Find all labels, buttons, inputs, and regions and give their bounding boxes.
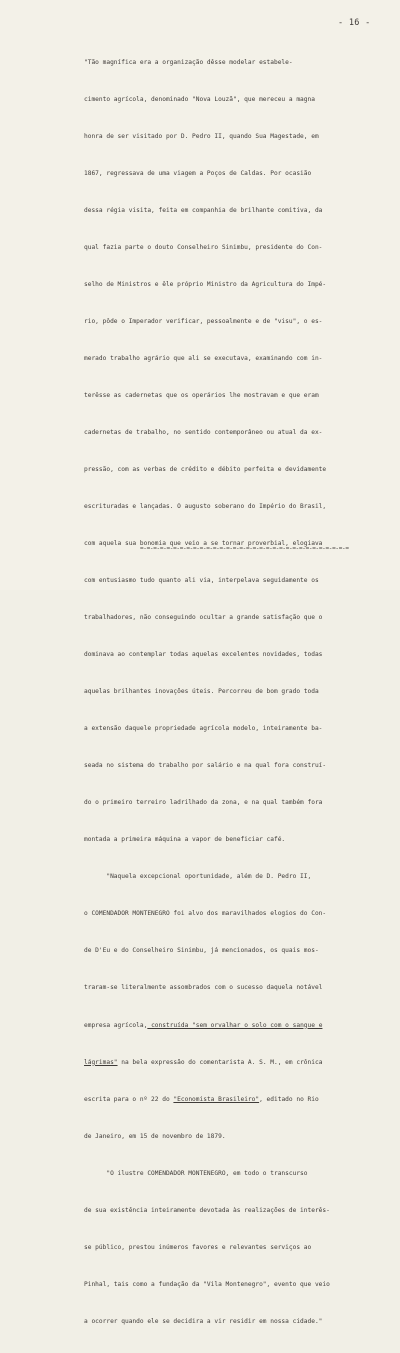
text-line: "O ilustre COMENDADOR MONTENEGRO, em todo o transcurso [84,1169,308,1177]
text-line: pressão, com as verbas de crédito e débito perfeita e devidamente [84,466,327,474]
text-line: com entusiasmo tudo quanto ali via, interpelava seguidamente os [84,577,319,585]
text-line: a ocorrer quando ele se decidira a vir residir em nossa cidade." [84,1317,323,1325]
text-line: dessa régia visita, feita em companhia de brilhante comitiva, da [84,206,323,214]
text-line: cadernetas de trabalho, no sentido contemporâneo ou atual da ex- [84,429,323,436]
text-line: de Janeiro, em 15 de novembro de 1879. [84,1132,226,1140]
text-line: terêsse as cadernetas que os operários lhe mostravam e que eram [84,391,319,399]
text-line: rio, pôde o Imperador verificar, pessoalmente e de "visu", o es- [84,317,323,325]
text-line: honra de ser visitado por D. Pedro II, quando Sua Magestade, em [84,132,319,140]
text-line: qual fazia parte o douto Conselheiro Sinimbu, presidente do Con- [84,243,323,251]
text-line: selho de Ministros e êle próprio Ministro da Agricultura do Impé- [84,280,327,288]
text-line: montada a primeira máquina a vapor de beneficiar café. [84,836,286,844]
text-line: dominava ao contemplar todas aquelas excelentes novidades, todas [84,651,323,659]
text-line: com aquela sua bonomia que veio a se tornar proverbial, elogiava [84,540,323,548]
underlined-quote: lágrimas" [84,1058,118,1066]
underlined-quote: construída "sem orvalhar o solo com o sangue e [147,1021,323,1029]
text-line [84,1094,390,1106]
text-line: "Naquela excepcional oportunidade, além de D. Pedro II, [84,873,312,881]
text-line: "Tão magnífica era a organização dêsse modelar estabele- [84,58,293,66]
text-line: do o primeiro terreiro ladrilhado da zona, e na qual também fora [84,799,323,807]
text-line: trabalhadores, não conseguindo ocultar a grande satisfação que o [84,614,323,622]
text-segment: na bela expressão do comentarista A. S. M., em crônica [117,1058,323,1066]
text-line: merado trabalho agrário que ali se executava, examinando com in- [84,354,323,362]
text-line: traram-se literalmente assombrados com o sucesso daquela notável [84,984,323,992]
text-line: de D'Eu e do Conselheiro Sinimbu, já mencionados, os quais mos- [84,947,319,955]
text-line: Pinhal, tais como a fundação da "Vila Montenegro", evento que veio [84,1280,330,1288]
page-number: - 16 - [338,18,371,28]
text-line: de sua existência inteiramente devotada às realizações de interês- [84,1206,330,1214]
text-line [84,1057,390,1069]
text-line: a extensão daquele propriedade agrícola modelo, inteiramente ba- [84,725,323,733]
text-line: 1867, regressava de uma viagem a Poços de Caldas. Por ocasião [84,169,312,177]
text-line: se público, prestou inúmeros favores e relevantes serviços ao [84,1243,312,1251]
text-segment: empresa agrícola, [84,1021,148,1029]
text-segment: escrita para o nº 22 do [84,1095,170,1103]
text-line: cimento agrícola, denominado "Nova Louzã", que mereceu a magna [84,95,315,103]
text-line [84,1020,390,1032]
text-line: aquelas brilhantes inovações úteis. Percorreu de bom grado toda [84,688,319,696]
text-line: escrituradas e lançadas. O augusto soberano do Império do Brasil, [84,503,327,511]
body-text [84,32,390,1353]
closing-separator: =-=-=-=-=-=-=-=-=-=-=-=-=-=-=-=-=-=-=-=-=-=-=-=-=-=-=-=-=-=-=-= [140,545,349,552]
text-line: seada no sistema do trabalho por salário e na qual fora construí- [84,762,327,770]
underlined-title: "Economista Brasileiro" [173,1095,260,1103]
text-line: o COMENDADOR MONTENEGRO foi alvo dos maravilhados elogios do Con- [84,910,327,918]
text-segment: , editado no Rio [259,1095,319,1103]
